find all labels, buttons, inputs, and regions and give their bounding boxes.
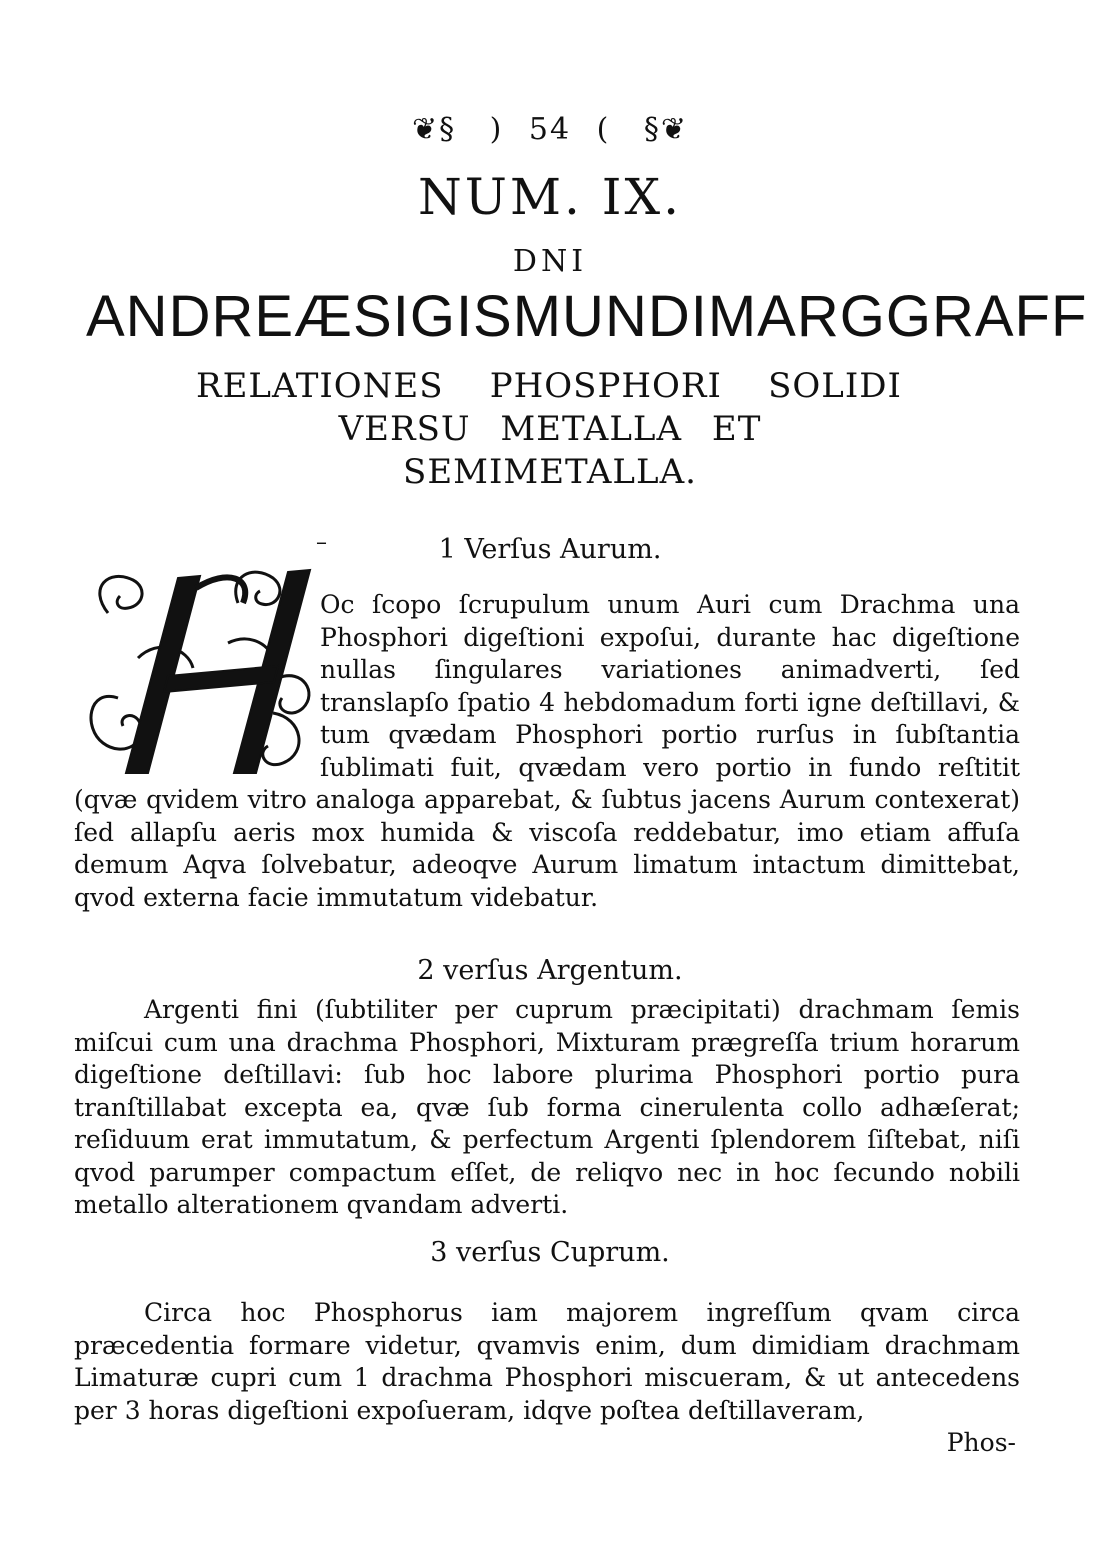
title-prefix: DNI [512, 244, 588, 279]
article-number: NUM. IX. [417, 168, 683, 226]
paragraph-text: Oc ſcopo ſcrupulum unum Auri cum Drachma una Phosphori digeſtioni expoſui, durante hac digeſtione nullas ſingulares variationes animadverti, ſed translapſo ſpatio 4 hebdomadum forti igne deſtillavi, & tum qvædam Phosphori portio rurſus in ſubſtantia ſublimati fuit, qvædam vero portio in fundo reſtitit (qvæ qvidem vitro analoga apparebat, & ſubtus jacens Aurum contexerat) ſed allapſu aeris mox humida & viscoſa reddebatur, imo etiam affuſa demum Aqva ſolvebatur, adeoqve Aurum limatum intactum dimittebat, qvod externa facie immutatum videbatur. [74, 590, 1020, 912]
title-word: SOLIDI [768, 366, 902, 406]
section-heading-aurum: 1 Verſus Aurum. [438, 534, 662, 565]
stray-mark: – [316, 530, 327, 555]
dropcap-space [74, 589, 320, 781]
paragraph-argentum [74, 994, 1020, 1222]
right-bracket: ( [596, 112, 611, 147]
paragraph-aurum [74, 589, 1020, 914]
paragraph-cuprum [74, 1297, 1020, 1427]
author-word: MARGGRAFF [707, 284, 1088, 349]
paragraph-text: Circa hoc Phosphorus iam majorem ingreſſum qvam circa præcedentia formare videtur, qvamvis enim, dum dimidiam drachmam Limaturæ cupri cum 1 drachma Phosphori miscueram, & ut antecedens per 3 horas digeſtioni expoſueram, idqve poſtea deſtillaveram, [74, 1298, 1020, 1425]
title-line-3: SEMIMETALLA. [403, 452, 697, 492]
author-name [86, 283, 1088, 350]
running-header [0, 112, 1100, 147]
paragraph-text: Argenti fini (ſubtiliter per cuprum præcipitati) drachmam ſemis miſcui cum una drachma Phosphori, Mixturam prægreſſa trium horarum digeſtione deſtillavi: ſub hoc labore plurima Phosphori portio pura tranſtillabat excepta ea, qvæ ſub forma cinerulenta collo adhæſerat; reſiduum erat immutatum, & perfectum Argenti ſplendorem ſiſtebat, niſi qvod parumper compactum eſſet, de reliqvo nec in hoc ſecundo nobili metallo alterationem qvandam adverti. [74, 995, 1020, 1219]
title-word: PHOSPHORI [489, 366, 722, 406]
author-word: SIGISMUNDI [353, 284, 708, 349]
page-number: 54 [528, 112, 572, 147]
left-bracket: ) [489, 112, 504, 147]
section-heading-argentum: 2 verſus Argentum. [417, 955, 683, 986]
title-line-2: VERSU METALLA ET [338, 409, 762, 449]
title-line-1 [196, 366, 902, 406]
title-word: RELATIONES [196, 366, 444, 406]
right-ornament: §❦ [643, 112, 689, 147]
dropcap-letter: H [188, 748, 189, 749]
left-ornament: ❦§ [411, 112, 457, 147]
catchword: Phos- [946, 1428, 1016, 1457]
author-word: ANDREÆ [86, 284, 354, 349]
section-heading-cuprum: 3 verſus Cuprum. [430, 1237, 670, 1268]
